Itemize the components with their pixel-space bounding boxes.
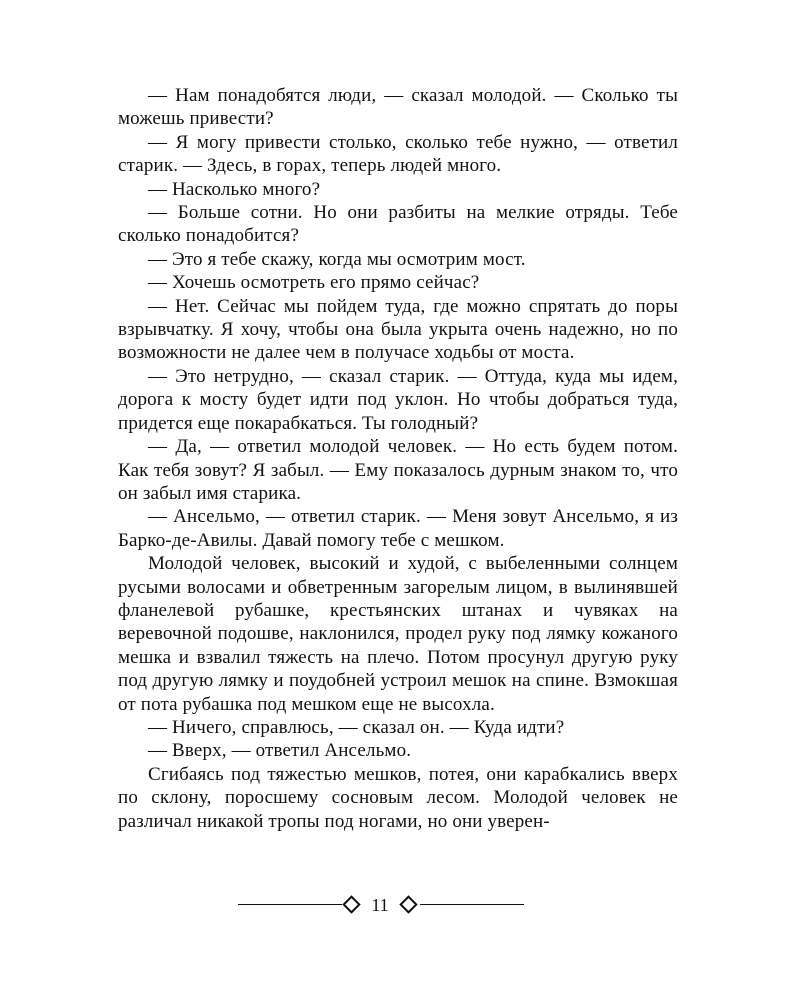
paragraph: Сгибаясь под тяжестью мешков, потея, они карабкались вверх по склону, поросшему сосновым лесом. Молодой человек не различал никакой тропы под ногами, но они уверен- [118, 763, 678, 832]
paragraph: — Это я тебе скажу, когда мы осмотрим мост. [148, 248, 526, 270]
page-footer [230, 893, 530, 917]
paragraph: Молодой человек, высокий и худой, с выбеленными солнцем русыми волосами и обветренным загорелым лицом, в вылинявшей фланелевой рубашке, крестьянских штанах и чувяках на веревочной подошве, наклонился, продел руку под лямку кожаного мешка и взвалил тяжесть на плечо. Потом просунул другую руку под другую лямку и поудобней устроил мешок на спине. Взмокшая от пота рубашка под мешком еще не высохла. [118, 553, 678, 715]
paragraph: — Ансельмо, — ответил старик. — Меня зовут Ансельмо, я из Барко-де-Авилы. Давай помогу тебе с мешком. [118, 506, 678, 551]
page-number: 11 [371, 895, 389, 915]
paragraph: — Хочешь осмотреть его прямо сейчас? [148, 272, 480, 294]
paragraph: — Да, — ответил молодой человек. — Но есть будем потом. Как тебя зовут? Я забыл. — Ему показалось дурным знаком то, что он забыл имя старика. [118, 436, 678, 504]
paragraph: — Насколько много? [148, 178, 321, 200]
paragraph: — Ничего, справлюсь, — сказал он. — Куда идти? [148, 716, 565, 738]
footer-rule-left [238, 904, 342, 905]
paragraph: — Я могу привести столько, сколько тебе нужно, — ответил старик. — Здесь, в горах, теперь людей много. [118, 131, 678, 177]
paragraph: — Нет. Сейчас мы пойдем туда, где можно спрятать до поры взрывчатку. Я хочу, чтобы она была укрыта очень надежно, но по возможности не далее чем в получасе ходьбы от моста. [118, 295, 678, 364]
body-text [118, 84, 678, 833]
diamond-ornament-icon [399, 895, 417, 913]
paragraph: — Вверх, — ответил Ансельмо. [148, 740, 412, 762]
paragraph: — Нам понадобятся люди, — сказал молодой. — Сколько ты можешь привести? [118, 85, 678, 130]
paragraph: — Больше сотни. Но они разбиты на мелкие отряды. Тебе сколько понадобится? [118, 202, 678, 247]
footer-rule-right [420, 904, 524, 905]
paragraph: — Это нетрудно, — сказал старик. — Оттуда, куда мы идем, дорога к мосту будет идти под уклон. Но чтобы добраться туда, придется еще покарабкаться. Ты голодный? [118, 365, 678, 434]
